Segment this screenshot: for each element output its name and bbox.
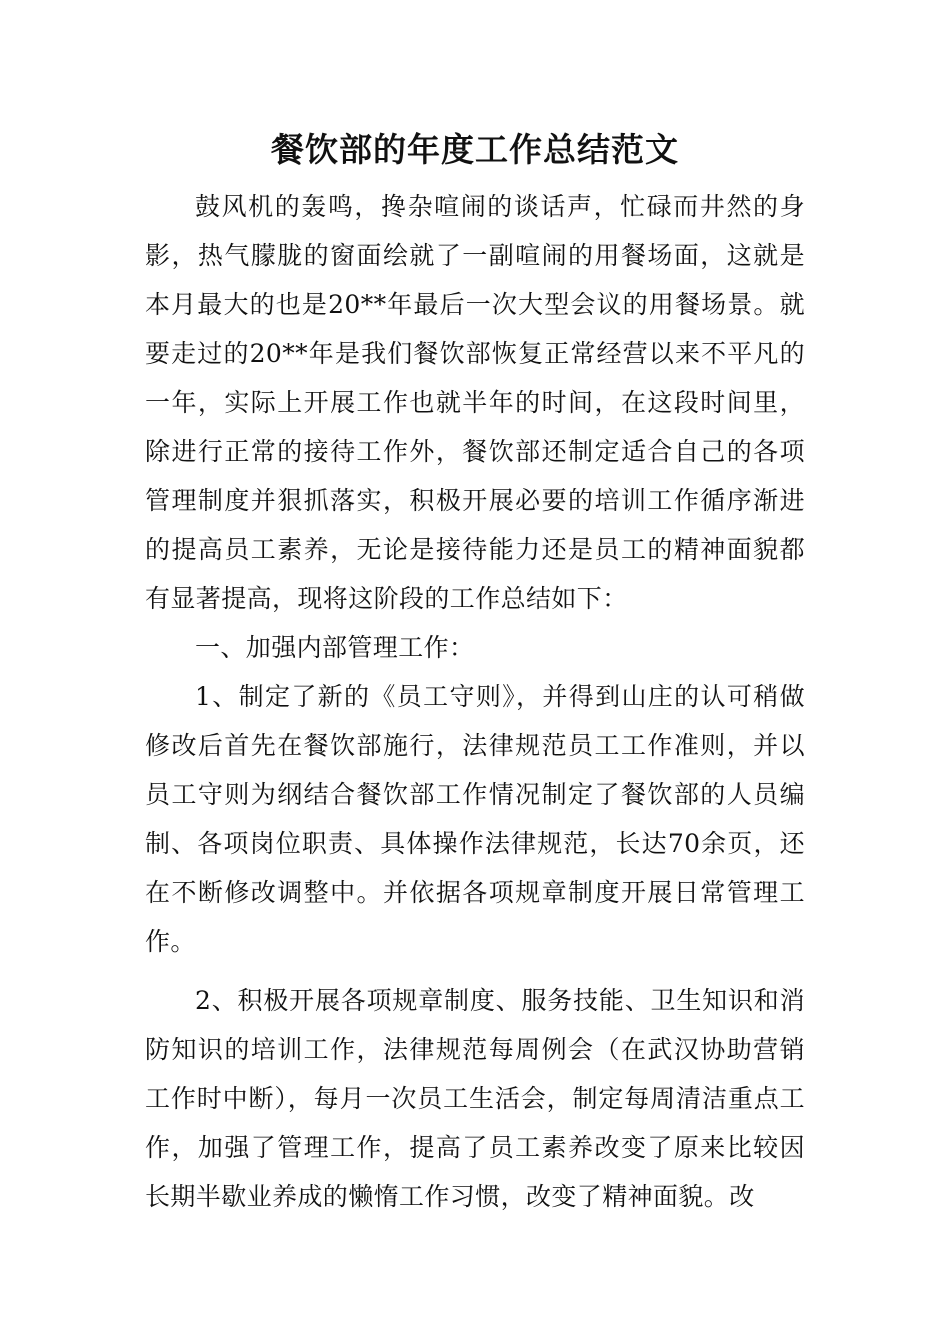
paragraph-intro: 鼓风机的轰鸣，搀杂喧闹的谈话声，忙碌而井然的身影，热气朦胧的窗面绘就了一副喧闹的用餐场面，这就是本月最大的也是20**年最后一次大型会议的用餐场景。就要走过的20**年是我们餐饮部恢复正常经营以来不平凡的一年，实际上开展工作也就半年的时间，在这段时间里，除进行正常的接待工作外，餐饮部还制定适合自己的各项管理制度并狠抓落实，积极开展必要的培训工作循序渐进的提高员工素养，无论是接待能力还是员工的精神面貌都有显著提高，现将这阶段的工作总结如下： <box>145 192 805 613</box>
document-title: 餐饮部的年度工作总结范文 <box>271 130 679 169</box>
paragraph-item-2: 2、积极开展各项规章制度、服务技能、卫生知识和消防知识的培训工作，法律规范每周例会（在武汉协助营销工作时中断），每月一次员工生活会，制定每周清洁重点工作，加强了管理工作，提高了员工素养改变了原来比较因长期半歇业养成的懒惰工作习惯，改变了精神面貌。改 <box>145 986 805 1211</box>
paragraph-section-heading: 一、加强内部管理工作： <box>195 633 475 662</box>
paragraph-item-1: 1、制定了新的《员工守则》，并得到山庄的认可稍做修改后首先在餐饮部施行，法律规范员工工作准则，并以员工守则为纲结合餐饮部工作情况制定了餐饮部的人员编制、各项岗位职责、具体操作法律规范，长达70余页，还在不断修改调整中。并依据各项规章制度开展日常管理工作。 <box>145 682 805 956</box>
document-page <box>145 118 805 1221</box>
